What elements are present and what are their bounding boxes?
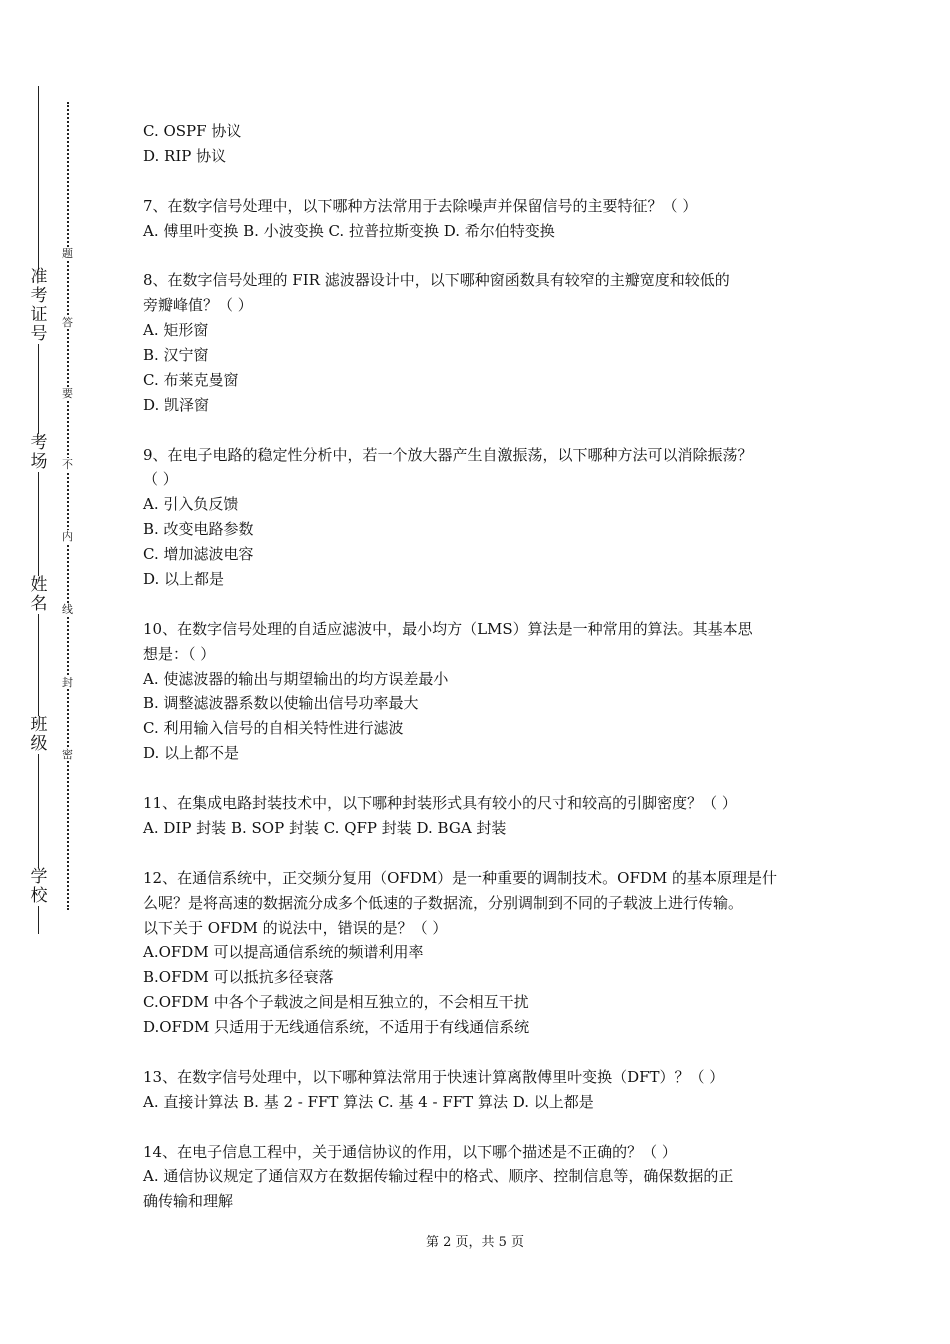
question-stem: 以下关于 OFDM 的说法中，错误的是？（ ） — [143, 918, 448, 937]
seal-char-ti: 题 — [62, 247, 73, 260]
option-line: D. 凯泽窗 — [143, 395, 210, 414]
question-12 — [143, 866, 823, 1040]
option-line: A. 通信协议规定了通信双方在数据传输过程中的格式、顺序、控制信息等，确保数据的正 — [143, 1167, 734, 1186]
option-line: B.OFDM 可以抵抗多径衰落 — [143, 968, 334, 987]
option-line: B. 调整滤波器系数以使输出信号功率最大 — [143, 694, 419, 713]
page-number: 第 2 页，共 5 页 — [425, 1235, 525, 1250]
seal-char-da: 答 — [62, 316, 73, 329]
option-line: D. 以上都是 — [143, 570, 225, 589]
question-9 — [143, 443, 823, 592]
question-stem: 旁瓣峰值？（ ） — [143, 296, 253, 315]
question-stem: 13、在数字信号处理中，以下哪种算法常用于快速计算离散傅里叶变换（DFT）？（ ） — [143, 1067, 725, 1086]
option-line: A. 引入负反馈 — [143, 495, 239, 514]
option-line: A. 傅里叶变换 B. 小波变换 C. 拉普拉斯变换 D. 希尔伯特变换 — [143, 221, 555, 240]
question-stem: 14、在电子信息工程中，关于通信协议的作用，以下哪个描述是不正确的？（ ） — [143, 1142, 677, 1161]
option-line: A. 直接计算法 B. 基 2 - FFT 算法 C. 基 4 - FFT 算法 D. 以上都是 — [143, 1092, 594, 1111]
seal-char-feng: 封 — [62, 676, 73, 689]
option-line: D. 以上都不是 — [143, 744, 240, 763]
binding-solid-line — [38, 86, 39, 934]
question-8 — [143, 268, 823, 417]
question-stem: 11、在集成电路封装技术中，以下哪种封装形式具有较小的尺寸和较高的引脚密度？（ ） — [143, 794, 737, 813]
option-line: 确传输和理解 — [143, 1192, 234, 1211]
question-stem: 想是：（ ） — [143, 644, 216, 663]
question-14 — [143, 1140, 823, 1215]
option-line: D.OFDM 只适用于无线通信系统，不适用于有线通信系统 — [143, 1018, 530, 1037]
question-10 — [143, 617, 823, 766]
question-11 — [143, 791, 823, 841]
option-line: C. 利用输入信号的自相关特性进行滤波 — [143, 719, 404, 738]
field-name-label: 姓名 — [30, 575, 48, 614]
question-stem: 8、在数字信号处理的 FIR 滤波器设计中，以下哪种窗函数具有较窄的主瓣宽度和较低的 — [143, 271, 730, 290]
option-line: D. RIP 协议 — [143, 146, 227, 165]
seal-char-bu: 不 — [62, 458, 73, 471]
option-line: A. 矩形窗 — [143, 321, 209, 340]
option-line: B. 改变电路参数 — [143, 520, 254, 539]
option-line: C. 增加滤波电容 — [143, 545, 254, 564]
seal-char-mi: 密 — [62, 748, 73, 761]
option-line: A.OFDM 可以提高通信系统的频谱利用率 — [143, 943, 424, 962]
field-school-label: 学校 — [30, 867, 48, 906]
seal-char-xian: 线 — [62, 603, 73, 616]
field-room-label: 考场 — [30, 433, 48, 472]
option-line: C. 布莱克曼窗 — [143, 370, 239, 389]
question-13 — [143, 1065, 823, 1115]
field-class-label: 班级 — [30, 715, 48, 754]
option-line: C. OSPF 协议 — [143, 122, 242, 140]
question-stem: 10、在数字信号处理的自适应滤波中，最小均方（LMS）算法是一种常用的算法。其基本思 — [143, 619, 753, 638]
question-stem: 12、在通信系统中，正交频分复用（OFDM）是一种重要的调制技术。OFDM 的基本原理是什 — [143, 868, 778, 887]
question-7 — [143, 194, 823, 244]
question-stem: 7、在数字信号处理中，以下哪种方法常用于去除噪声并保留信号的主要特征？（ ） — [143, 196, 698, 215]
question-content — [143, 119, 823, 1214]
option-line: C.OFDM 中各个子载波之间是相互独立的，不会相互干扰 — [143, 993, 529, 1012]
seal-char-yao: 要 — [62, 387, 73, 400]
question-stem: 么呢？是将高速的数据流分成多个低速的子数据流，分别调制到不同的子载波上进行传输。 — [143, 893, 744, 912]
binding-dotted-line — [67, 102, 69, 910]
option-line: A. DIP 封装 B. SOP 封装 C. QFP 封装 D. BGA 封装 — [143, 818, 507, 837]
field-ticket-label: 准考证号 — [30, 267, 48, 344]
option-line: A. 使滤波器的输出与期望输出的均方误差最小 — [143, 669, 449, 688]
seal-char-nei: 内 — [62, 530, 73, 543]
question-stem: 9、在电子电路的稳定性分析中，若一个放大器产生自激振荡，以下哪种方法可以消除振荡？ — [143, 445, 753, 464]
option-line: B. 汉宁窗 — [143, 346, 209, 365]
question-stem: （ ） — [143, 470, 178, 489]
